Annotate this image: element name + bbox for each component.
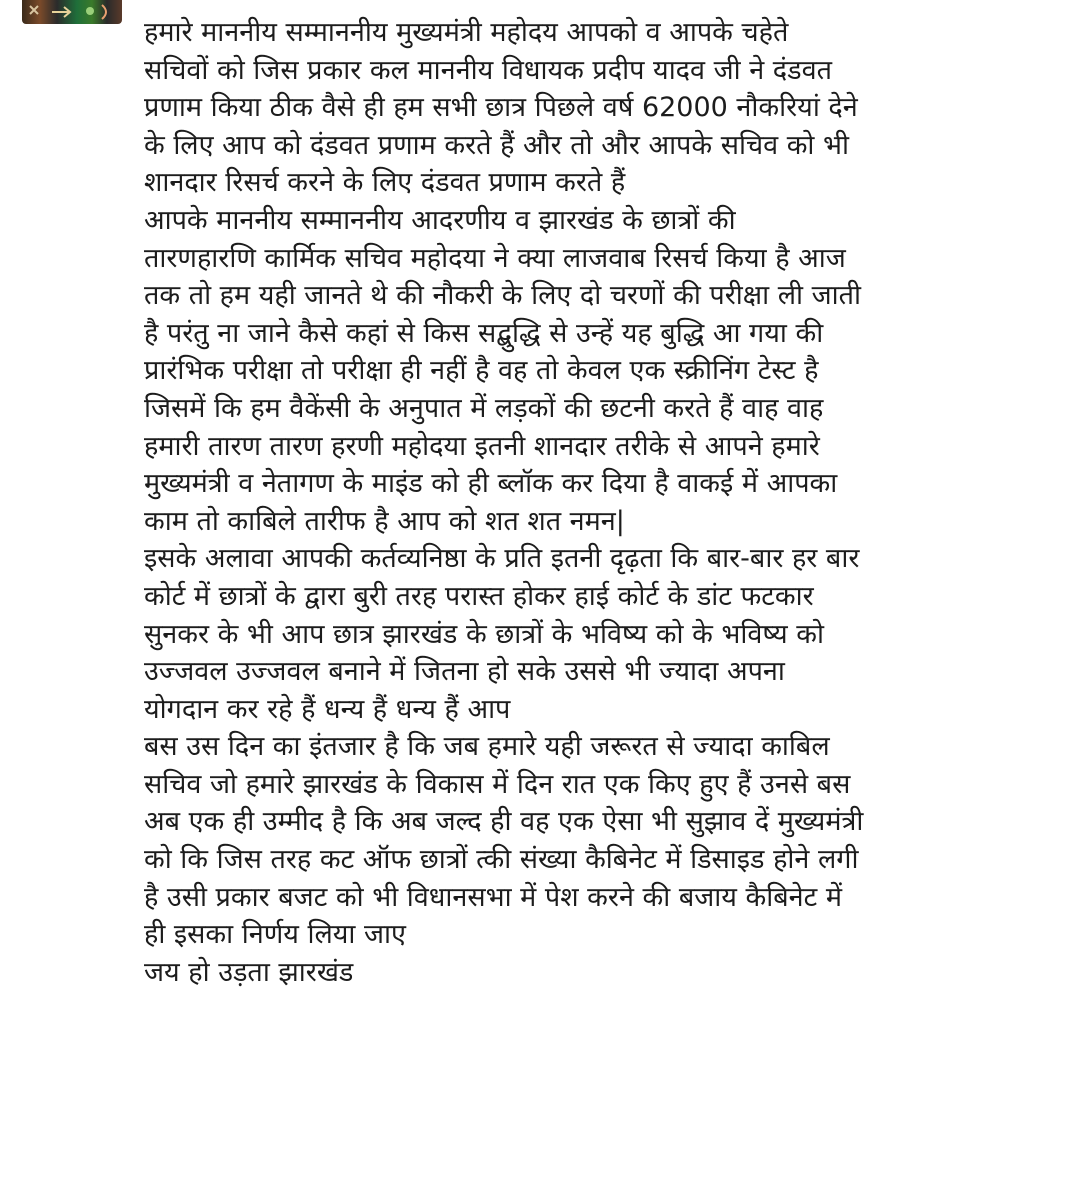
comment-line: है परंतु ना जाने कैसे कहां से किस सद्बुद्धि से उन्हें यह बुद्धि आ गया की [144, 317, 824, 349]
comment-line: है उसी प्रकार बजट को भी विधानसभा में पेश करने की बजाय कैबिनेट में [144, 881, 842, 913]
comment-line: हमारे माननीय सम्माननीय मुख्यमंत्री महोदय आपको व आपके चहेते [144, 17, 789, 48]
comment-line: योगदान कर रहे हैं धन्य हैं धन्य हैं आप [144, 693, 511, 725]
comment-line: ही इसका निर्णय लिया जाए [144, 919, 406, 951]
comment-line: को कि जिस तरह कट ऑफ छात्रों त्की संख्या कैबिनेट में डिसाइड होने लगी [144, 844, 859, 876]
comment-line: जय हो उड़ता झारखंड [144, 956, 354, 988]
avatar[interactable] [22, 0, 122, 24]
comment-line: उज्जवल उज्जवल बनाने में जितना हो सके उससे भी ज्यादा अपना [144, 656, 785, 688]
comment-line: के लिए आप को दंडवत प्रणाम करते हैं और तो और आपके सचिव को भी [144, 129, 849, 161]
comment-line: काम तो काबिले तारीफ है आप को शत शत नमन| [144, 505, 625, 537]
comment-line: इसके अलावा आपकी कर्तव्यनिष्ठा के प्रति इतनी दृढ़ता कि बार-बार हर बार [144, 543, 860, 575]
comment-line: प्रणाम किया ठीक वैसे ही हम सभी छात्र पिछले वर्ष 62000 नौकरियां देने [144, 92, 858, 124]
comment-text [144, 14, 1064, 991]
comment-line: तक तो हम यही जानते थे की नौकरी के लिए दो चरणों की परीक्षा ली जाती [144, 280, 862, 312]
comment-line: कोर्ट में छात्रों के द्वारा बुरी तरह परास्त होकर हाई कोर्ट के डांट फटकार [144, 580, 814, 612]
comment-line: जिसमें कि हम वैकेंसी के अनुपात में लड़कों की छटनी करते हैं वाह वाह [144, 392, 824, 424]
comment-line: आपके माननीय सम्माननीय आदरणीय व झारखंड के छात्रों की [144, 204, 736, 236]
comment-line: बस उस दिन का इंतजार है कि जब हमारे यही जरूरत से ज्यादा काबिल [144, 731, 830, 763]
avatar-image-icon [22, 0, 122, 24]
comment-line: अब एक ही उम्मीद है कि अब जल्द ही वह एक ऐसा भी सुझाव दें मुख्यमंत्री [144, 806, 864, 838]
comment-line: हमारी तारण तारण हरणी महोदया इतनी शानदार तरीके से आपने हमारे [144, 430, 820, 462]
comment-line: प्रारंभिक परीक्षा तो परीक्षा ही नहीं है वह तो केवल एक स्क्रीनिंग टेस्ट है [144, 355, 819, 387]
comment-line: शानदार रिसर्च करने के लिए दंडवत प्रणाम करते हैं [144, 167, 626, 199]
comment-line: सचिवों को जिस प्रकार कल माननीय विधायक प्रदीप यादव जी ने दंडवत [144, 54, 832, 86]
comment-line: तारणहारणि कार्मिक सचिव महोदया ने क्या लाजवाब रिसर्च किया है आज [144, 242, 846, 274]
comment-line: मुख्यमंत्री व नेतागण के माइंड को ही ब्लॉक कर दिया है वाकई में आपका [144, 468, 838, 500]
comment-line: सचिव जो हमारे झारखंड के विकास में दिन रात एक किए हुए हैं उनसे बस [144, 768, 851, 800]
comment-line: सुनकर के भी आप छात्र झारखंड के छात्रों के भविष्य को के भविष्य को [144, 618, 824, 650]
